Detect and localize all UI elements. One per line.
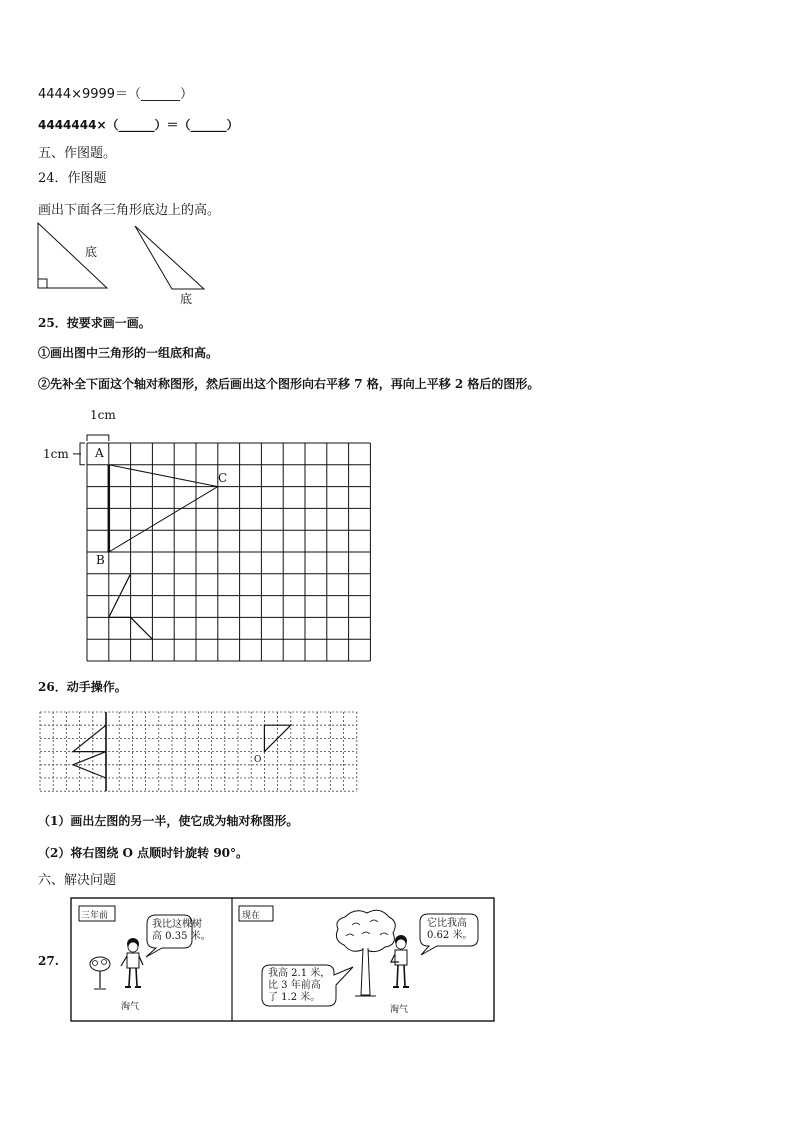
q24-base-label-1: 底 bbox=[85, 245, 98, 259]
section-5-title: 五、作图题。 bbox=[38, 146, 117, 161]
q25-item-1-text: 画出图中三角形的一组底和高。 bbox=[50, 346, 219, 360]
right-panel-title: 现在 bbox=[242, 911, 261, 921]
q25-number: 25．按要求画一画。 bbox=[38, 316, 151, 330]
q26-task-2: （2）将右图绕 O 点顺时针旋转 90°。 bbox=[38, 846, 249, 860]
q25-unit-top: 1cm bbox=[90, 408, 116, 422]
q24-instruction: 画出下面各三角形底边上的高。 bbox=[38, 203, 221, 218]
q26-point-o: O bbox=[254, 755, 262, 765]
child-left-icon bbox=[121, 938, 143, 987]
equation-2: 4444444×（______）＝（______） bbox=[38, 118, 239, 132]
equation-1: 4444×9999＝（______） bbox=[38, 87, 194, 102]
small-tree-icon bbox=[90, 957, 110, 989]
tree-speech-line-2: 比 3 年前高 bbox=[268, 980, 321, 991]
section-6-title: 六、解决问题 bbox=[38, 873, 117, 888]
q26-number: 26．动手操作。 bbox=[38, 680, 127, 694]
q25-point-c: C bbox=[218, 471, 228, 485]
left-panel-name: 淘气 bbox=[121, 1002, 140, 1012]
q25-item-2-marker: ② bbox=[38, 377, 51, 391]
right-speech-line-2: 0.62 米。 bbox=[427, 930, 473, 941]
q24-number: 24．作图题 bbox=[38, 171, 107, 186]
left-speech-line-2: 高 0.35 米。 bbox=[152, 931, 211, 942]
q25-item-2-text: 先补全下面这个轴对称图形，然后画出这个图形向右平移 7 格，再向上平移 2 格后的图形。 bbox=[50, 377, 540, 391]
q25-item-1-marker: ① bbox=[38, 346, 51, 360]
tree-speech-line-3: 了 1.2 米。 bbox=[268, 992, 321, 1003]
right-speech-text bbox=[427, 918, 472, 942]
big-tree-icon bbox=[336, 910, 395, 996]
right-panel-name: 淘气 bbox=[390, 1005, 409, 1015]
q24-base-label-2: 底 bbox=[180, 292, 193, 306]
left-speech-line-1: 我比这棵树 bbox=[152, 919, 202, 930]
q27-number: 27. bbox=[38, 954, 59, 968]
tree-speech-line-1: 我高 2.1 米， bbox=[268, 968, 331, 979]
left-speech-text bbox=[152, 919, 211, 943]
left-panel-title: 三年前 bbox=[81, 911, 109, 921]
tree-speech-text bbox=[268, 968, 330, 1004]
right-speech-line-1: 它比我高 bbox=[427, 918, 467, 929]
q26-task-1: （1）画出左图的另一半，使它成为轴对称图形。 bbox=[38, 814, 299, 828]
q25-point-b: B bbox=[96, 553, 105, 567]
q25-point-a: A bbox=[95, 446, 104, 460]
q25-unit-left: 1cm bbox=[43, 447, 69, 461]
